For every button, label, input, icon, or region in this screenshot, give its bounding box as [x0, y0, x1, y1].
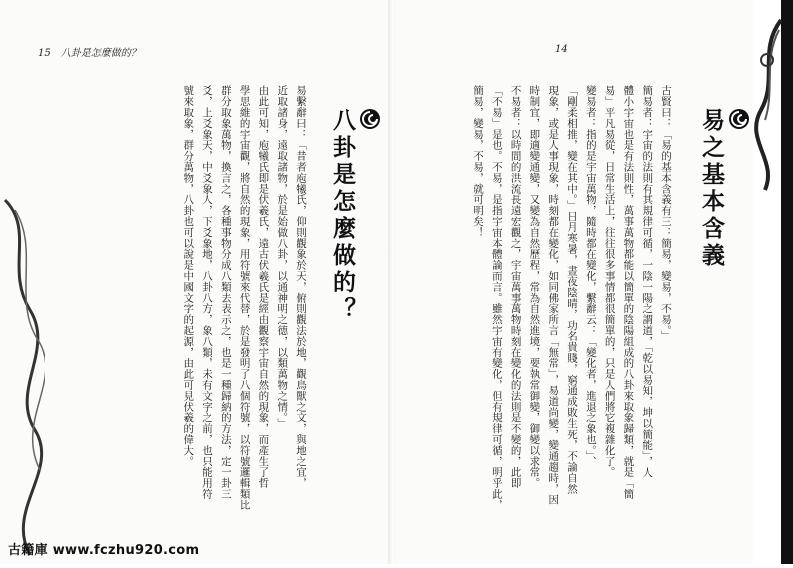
page-header-left: 15 八卦是怎麼做的？: [38, 48, 141, 59]
dragon-border-right: [753, 0, 793, 564]
chapter-title-text: 八卦是怎麼做的？: [329, 108, 356, 324]
body-text-right: 古賢曰：「易的基本含義有三：簡易，變易，不易。」 簡易者：宇宙的法則有其規律可循，一陰一陽之謂道，「乾以易知，坤以簡能」，人 體小宇宙也是有法則性，萬事萬物都能以簡單的陰陽組成的八卦來取象歸類，就是「簡 易」平凡易從，日常生活上，往往很多事情都很簡單的，只是人們將它複雜化了。 變易者：指的是宇宙萬物，隨時都在變化，繫辭云：「變化者，進退之象也。」、 「剛柔相推，變在其中。」日月寒暑，晝夜陰晴，功名貴賤，窮通成敗生死，不論自然 現象，或是人事現象，時刻都在變化，如同佛家所言「無常」，易道尚變，變通趨時，因 時制宜，即適變通變，又變為自然歷程，常為自然進境，要執常御變，御變以求常。 不易者：以時間的洪流長遠宏觀之，宇宙萬事萬物時刻在變化的法則是不變的，此即 「不易」是也。不易，是指宇宙本體論而言。雖然宇宙有變化，但有規律可循，明乎此， 簡易，變易，不易，就可明矣！: [472, 85, 672, 511]
swirl-ornament-icon: [359, 108, 381, 130]
chapter-title-left: [326, 108, 381, 324]
dragon-border-left-icon: [0, 190, 45, 560]
right-page: [395, 0, 760, 564]
chapter-title-right: [695, 108, 750, 270]
watermark: 古籍庫 www.fczhu920.com: [8, 543, 200, 558]
dragon-border-right-icon: [753, 0, 793, 564]
body-text-left: 易繫辭曰：「昔者庖犧氏，仰則觀象於天，俯則觀法於地，觀鳥獸之文，與地之宜， 近取諸身，遠取諸物，於是始做八卦，以通神明之德，以類萬物之情。」 由此可知，庖犧氏即是伏羲氏，遠古伏羲氏是經由觀察宇宙自然的現象，而產生了哲 學思維的宇宙觀，將自然的現象，用符號來代替，於是發明了八個符號，以符號邏輯類比 群分取象萬物，換言之，各種事物分成八類去表示之，也是一種歸納的方法，定一卦三 爻，上爻象天，中爻象人，下爻象地，八卦八方，象八類，未有文字之前，也只能用符 號來取象，群分萬物，八卦也可以說是中國文字的起源，由此可見伏羲的偉大。: [182, 85, 307, 511]
swirl-ornament-icon: [728, 108, 750, 130]
chapter-title-text: 易之基本含義: [698, 108, 725, 270]
page-header-right: 14: [555, 44, 568, 55]
left-page: [0, 0, 390, 564]
